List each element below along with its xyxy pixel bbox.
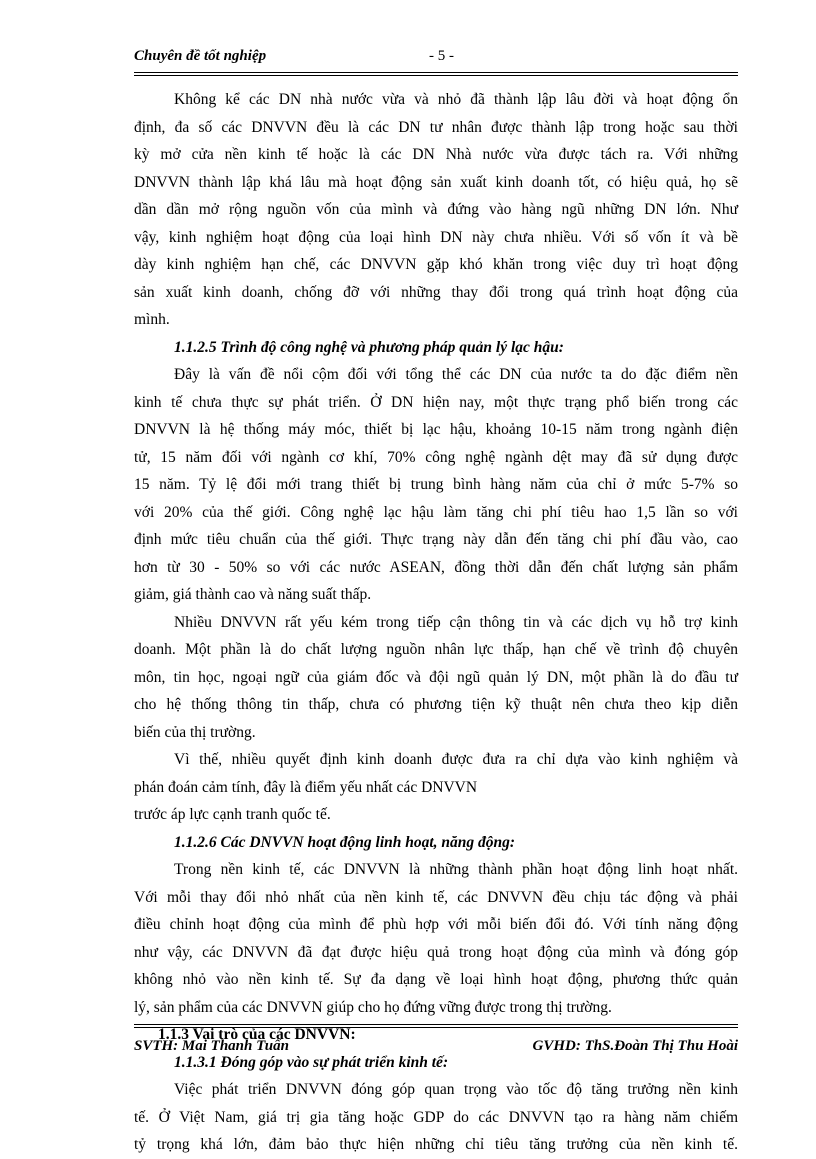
body-text: [134, 86, 738, 1159]
text-line: sản xuất kinh doanh, chống đỡ với những thay đổi trong quá trình hoạt động của: [134, 283, 738, 301]
section-heading: 1.1.2.5 Trình độ công nghệ và phương pháp quản lý lạc hậu:: [174, 338, 564, 356]
text-line: hơn từ 30 - 50% so với các nước ASEAN, đồng thời dẫn đến chất lượng sản phẩm: [134, 558, 738, 576]
text-line: dần dần mở rộng nguồn vốn của mình và đứng vào hàng ngũ những DN lớn. Như: [134, 201, 738, 218]
text-line: biến của thị trường.: [134, 723, 256, 741]
text-line: như vậy, các DNVVN đã đạt được hiệu quả trong hoạt động của mình và đóng góp: [134, 943, 738, 961]
header-title: Chuyên đề tốt nghiệp: [134, 48, 267, 64]
footer-advisor: GVHD: ThS.Đoàn Thị Thu Hoài: [532, 1038, 738, 1054]
text-line: môn, tin học, ngoại ngữ của giám đốc và đội ngũ quản lý DN, một phần là do đầu tư: [134, 668, 738, 686]
text-line: Nhiều DNVVN rất yếu kém trong tiếp cận thông tin và các dịch vụ hỗ trợ kinh: [174, 613, 738, 631]
text-line: trước áp lực cạnh tranh quốc tế.: [134, 806, 331, 823]
text-line: 15 năm. Tỷ lệ đổi mới trang thiết bị trung bình hàng năm của chỉ ở mức 5-7% so: [134, 476, 738, 493]
text-line: không nhỏ vào nền kinh tế. Sự đa dạng về loại hình hoạt động, phương thức quản: [134, 971, 738, 988]
text-line: Vì thế, nhiều quyết định kinh doanh được đưa ra chỉ dựa vào kinh nghiệm và: [174, 751, 738, 768]
text-line: dày kinh nghiệm hạn chế, các DNVVN gặp khó khăn trong việc duy trì hoạt động: [134, 256, 738, 273]
text-line: kinh tế chưa thực sự phát triển. Ở DN hiện nay, một thực trạng phổ biến trong các: [134, 393, 738, 411]
text-line: định, đa số các DNVVN đều là các DN tư nhân được thành lập trong hoặc sau thời: [134, 118, 738, 136]
text-line: tử, 15 năm đối với ngành cơ khí, 70% công nghệ ngành dệt may đã sử dụng được: [134, 448, 738, 466]
text-line: tỷ trọng khá lớn, đảm bảo thực hiện những chỉ tiêu tăng trưởng của nền kinh tế.: [134, 1136, 738, 1153]
text-line: cho hệ thống thông tin thấp, chưa có phương tiện kỹ thuật nên chưa theo kịp diễn: [134, 696, 738, 713]
text-line: vậy, kinh nghiệm hoạt động của loại hình DN này chưa nhiều. Với số vốn ít và bề: [134, 228, 738, 246]
section-heading: 1.1.3.1 Đóng góp vào sự phát triển kinh tế:: [174, 1053, 449, 1071]
page-header: [134, 48, 738, 70]
text-line: DNVVN thành lập khá lâu mà hoạt động sản xuất kinh doanh tốt, có hiệu quả, họ sẽ: [134, 173, 738, 191]
text-line: giảm, giá thành cao và năng suất thấp.: [134, 586, 372, 603]
text-line: DNVVN là hệ thống máy móc, thiết bị lạc hậu, khoảng 10-15 năm trong ngành điện: [134, 421, 738, 438]
footer-student: SVTH: Mai Thanh Tuấn: [134, 1038, 289, 1054]
text-line: doanh. Một phần là do chất lượng nguồn nhân lực thấp, hạn chế về trình độ chuyên: [134, 641, 738, 658]
footer-rule: [134, 1024, 738, 1028]
text-line: tế. Ở Việt Nam, giá trị gia tăng hoặc GDP do các DNVVN tạo ra hàng năm chiếm: [134, 1108, 738, 1126]
text-line: lý, sản phẩm của các DNVVN giúp cho họ đứng vững được trong thị trường.: [134, 998, 612, 1016]
text-line: kỳ mở cửa nền kinh tế hoặc là các DN Nhà nước vừa được tách ra. Với những: [134, 146, 738, 163]
text-line: Trong nền kinh tế, các DNVVN là những thành phần hoạt động linh hoạt nhất.: [174, 861, 738, 878]
text-line: Đây là vấn đề nổi cộm đối với tổng thể các DN của nước ta do đặc điểm nền: [174, 366, 738, 383]
section-heading: 1.1.2.6 Các DNVVN hoạt động linh hoạt, năng động:: [174, 833, 516, 851]
text-line: phán đoán cảm tính, đây là điểm yếu nhất các DNVVN: [134, 778, 478, 796]
header-rule: [134, 72, 738, 76]
text-line: Với mỗi thay đổi nhỏ nhất của nền kinh tế, các DNVVN đều chịu tác động và phải: [134, 888, 738, 906]
text-line: Không kể các DN nhà nước vừa và nhỏ đã thành lập lâu đời và hoạt động ổn: [174, 91, 738, 108]
text-line: mình.: [134, 311, 170, 328]
page-number: - 5 -: [429, 48, 454, 64]
text-line: định mức tiêu chuẩn của thế giới. Thực trạng này dẫn đến tăng chi phí đầu vào, cao: [134, 531, 738, 548]
text-line: điều chỉnh hoạt động của mình để phù hợp với mỗi biến đổi đó. Với tính năng động: [134, 916, 738, 933]
text-line: Việc phát triển DNVVN đóng góp quan trọng vào tốc độ tăng trưởng nền kinh: [174, 1081, 738, 1098]
page-footer: [134, 1038, 738, 1060]
section-heading: 1.1.3 Vai trò của các DNVVN:: [158, 1026, 356, 1043]
text-line: với 20% của thế giới. Công nghệ lạc hậu làm tăng chi phí tiêu hao 1,5 lần so với: [134, 503, 738, 521]
